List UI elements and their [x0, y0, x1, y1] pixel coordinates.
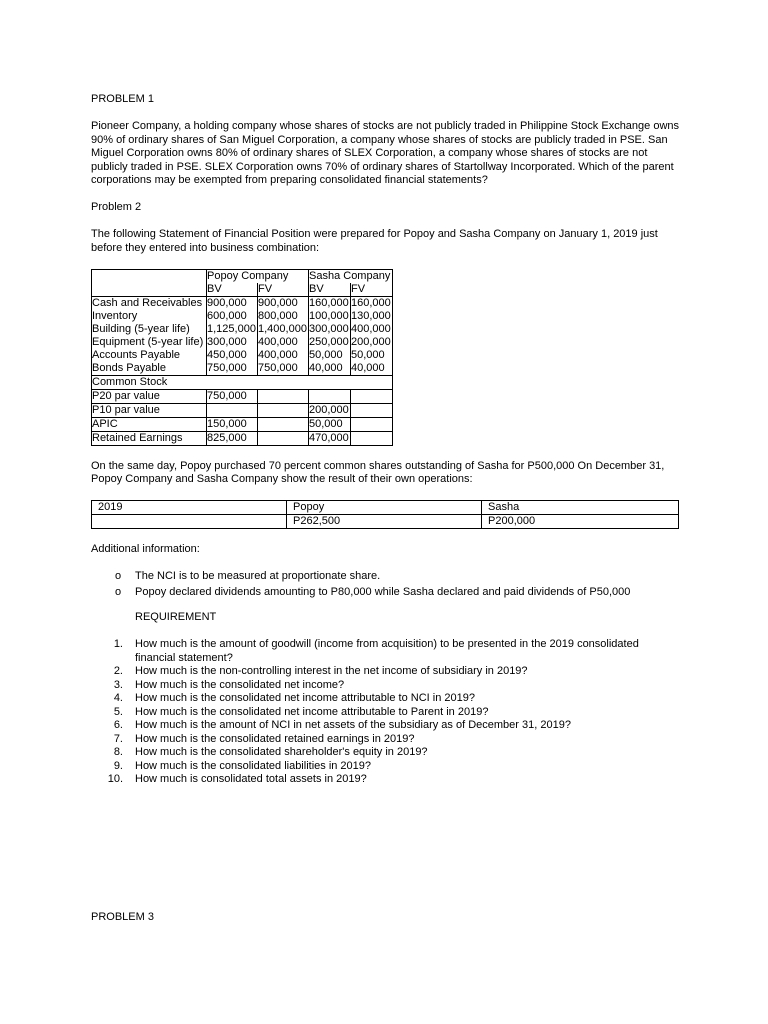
- row-label: Retained Earnings: [92, 431, 207, 445]
- common-stock-label: Common Stock: [92, 375, 393, 389]
- list-item: [91, 746, 681, 760]
- list-item: [91, 719, 681, 733]
- after-table-text: On the same day, Popoy purchased 70 percent common shares outstanding of Sasha for P500,000 On December 31, Popoy Company and Sasha Company show the result of their own operations:: [91, 459, 665, 485]
- popoy-fv-header: FV: [258, 283, 309, 297]
- list-item: [91, 679, 681, 693]
- popoy-fv-cell: 400,000: [258, 336, 309, 349]
- question-number: 2.: [113, 665, 123, 677]
- sasha-fv-header: FV: [351, 283, 393, 297]
- popoy-fv-cell: 1,400,000: [258, 322, 307, 335]
- row-label: Cash and Receivables: [92, 296, 207, 310]
- operations-results-table: [91, 500, 679, 529]
- table-subheader-row: [92, 283, 393, 297]
- document-page: [91, 93, 681, 787]
- table-row: [92, 310, 393, 323]
- popoy-company-header: Popoy Company: [207, 269, 309, 283]
- additional-info-list: [91, 570, 681, 599]
- list-item: [91, 665, 681, 679]
- question-text: How much is the consolidated net income attributable to Parent in 2019?: [135, 705, 489, 718]
- popoy-fv-cell: 900,000: [258, 296, 309, 310]
- popoy-bv-cell: 1,125,000: [207, 322, 256, 335]
- sasha-fv-cell: 400,000: [351, 322, 391, 335]
- sasha-bv-cell: 40,000: [309, 362, 351, 376]
- row-label: APIC: [92, 417, 207, 431]
- problem1-heading: PROBLEM 1: [91, 93, 154, 105]
- question-text: How much is the consolidated net income attributable to NCI in 2019?: [135, 692, 475, 704]
- bullet-text: Popoy declared dividends amounting to P80,000 while Sasha declared and paid dividends of P50,000: [135, 585, 631, 598]
- popoy-bv-cell: 825,000: [207, 431, 258, 445]
- year-cell: 2019: [92, 501, 287, 515]
- list-item: [91, 638, 681, 665]
- problem1-text: Pioneer Company, a holding company whose shares of stocks are not publicly traded in Philippine Stock Exchange owns 90% of ordinary shares of San Miguel Corporation, a company whose shares of stocks are publicly traded in PSE. San Miguel Corporation owns 80% of ordinary shares of SLEX Corporation, a company whose shares of stocks are not publicly traded in PSE. SLEX Corporation owns 70% of ordinary shares of Startollway Incorporated. Which of the parent corporations may be exempted from preparing consolidated financial statements?: [91, 120, 680, 186]
- sasha-bv-cell: 50,000: [309, 349, 351, 362]
- question-number: 1.: [113, 638, 123, 650]
- list-item: [91, 570, 681, 584]
- sasha-bv-cell: 300,000: [309, 322, 349, 335]
- sasha-company-header: Sasha Company: [309, 269, 393, 283]
- table-row: [92, 389, 393, 403]
- question-number: 4.: [113, 692, 123, 704]
- financial-position-table: [91, 269, 393, 446]
- popoy-bv-header: BV: [207, 283, 258, 297]
- popoy-bv-cell: 750,000: [207, 362, 258, 376]
- sasha-bv-cell: 100,000: [309, 309, 349, 322]
- sasha-fv-cell: 130,000: [351, 309, 391, 322]
- sasha-fv-cell: 200,000: [351, 335, 391, 348]
- questions-list: [91, 638, 681, 787]
- list-item: [91, 692, 681, 706]
- row-label: Bonds Payable: [92, 362, 207, 376]
- question-text: How much is the amount of goodwill (income from acquisition) to be presented in the 2019 consolidated financial statement?: [135, 638, 639, 664]
- sasha-bv-cell: 470,000: [309, 431, 349, 444]
- sasha-bv-header: BV: [309, 283, 351, 297]
- popoy-bv-cell: 600,000: [207, 310, 258, 323]
- question-text: How much is the consolidated net income?: [135, 678, 345, 691]
- list-item: [91, 586, 681, 600]
- popoy-bv-cell: 150,000: [207, 417, 258, 431]
- question-number: 3.: [113, 678, 123, 691]
- popoy-bv-cell: 300,000: [207, 336, 258, 349]
- bullet-mark: o: [115, 585, 122, 598]
- question-text: How much is the consolidated liabilities in 2019?: [135, 759, 372, 772]
- list-item: [91, 760, 681, 774]
- table-row: [92, 362, 393, 376]
- popoy-fv-cell: 750,000: [258, 362, 309, 376]
- question-number: 10.: [107, 773, 123, 785]
- question-text: How much is the amount of NCI in net assets of the subsidiary as of December 31, 2019?: [135, 719, 571, 731]
- row-label: Equipment (5-year life): [92, 336, 207, 349]
- sasha-bv-cell: 50,000: [309, 417, 351, 431]
- sasha-fv-cell: 160,000: [351, 296, 391, 309]
- table-row: [92, 349, 393, 362]
- sasha-bv-cell: 160,000: [309, 296, 349, 309]
- question-number: 8.: [113, 746, 123, 758]
- question-text: How much is the consolidated shareholder's equity in 2019?: [135, 746, 428, 758]
- bullet-text: The NCI is to be measured at proportionate share.: [135, 570, 381, 582]
- bullet-mark: o: [115, 570, 122, 582]
- problem2-heading: Problem 2: [91, 201, 142, 213]
- row-label: P10 par value: [92, 403, 207, 417]
- table-row: [92, 431, 393, 445]
- row-label: Building (5-year life): [92, 323, 207, 336]
- question-text: How much is the non-controlling interest in the net income of subsidiary in 2019?: [135, 665, 528, 677]
- sasha-value: P200,000: [482, 515, 679, 529]
- question-number: 7.: [113, 732, 123, 745]
- sasha-fv-cell: 50,000: [351, 349, 393, 362]
- table-row: [92, 323, 393, 336]
- question-text: How much is consolidated total assets in 2019?: [135, 773, 367, 785]
- list-item: [91, 733, 681, 747]
- popoy-fv-cell: 400,000: [258, 349, 309, 362]
- table-row: [92, 296, 393, 310]
- popoy-header: Popoy: [287, 501, 482, 515]
- question-number: 6.: [113, 719, 123, 731]
- additional-info-heading: Additional information:: [91, 543, 200, 555]
- sasha-bv-cell: 250,000: [309, 335, 349, 348]
- question-text: How much is the consolidated retained earnings in 2019?: [135, 732, 415, 745]
- requirement-heading: REQUIREMENT: [135, 611, 217, 623]
- question-number: 9.: [113, 759, 123, 772]
- question-number: 5.: [113, 705, 123, 718]
- popoy-bv-cell: 750,000: [207, 389, 258, 403]
- popoy-bv-cell: 450,000: [207, 349, 258, 362]
- problem3-heading: PROBLEM 3: [91, 911, 154, 923]
- table-row: [92, 501, 679, 515]
- sasha-bv-cell: 200,000: [309, 403, 349, 416]
- table-row: [92, 403, 393, 417]
- problem2-intro: The following Statement of Financial Position were prepared for Popoy and Sasha Company on January 1, 2019 just before they entered into business combination:: [91, 228, 658, 254]
- row-label: Inventory: [92, 310, 207, 323]
- list-item: [91, 706, 681, 720]
- table-row: [92, 515, 679, 529]
- popoy-value: P262,500: [287, 515, 482, 529]
- sasha-header: Sasha: [482, 501, 679, 515]
- table-row: [92, 417, 393, 431]
- popoy-bv-cell: 900,000: [207, 296, 258, 310]
- popoy-fv-cell: 800,000: [258, 310, 309, 323]
- table-header-row: [92, 269, 393, 283]
- row-label: Accounts Payable: [92, 349, 207, 362]
- table-row: [92, 336, 393, 349]
- sasha-fv-cell: 40,000: [351, 362, 393, 376]
- row-label: P20 par value: [92, 389, 207, 403]
- table-row: [92, 375, 393, 389]
- list-item: [91, 773, 681, 787]
